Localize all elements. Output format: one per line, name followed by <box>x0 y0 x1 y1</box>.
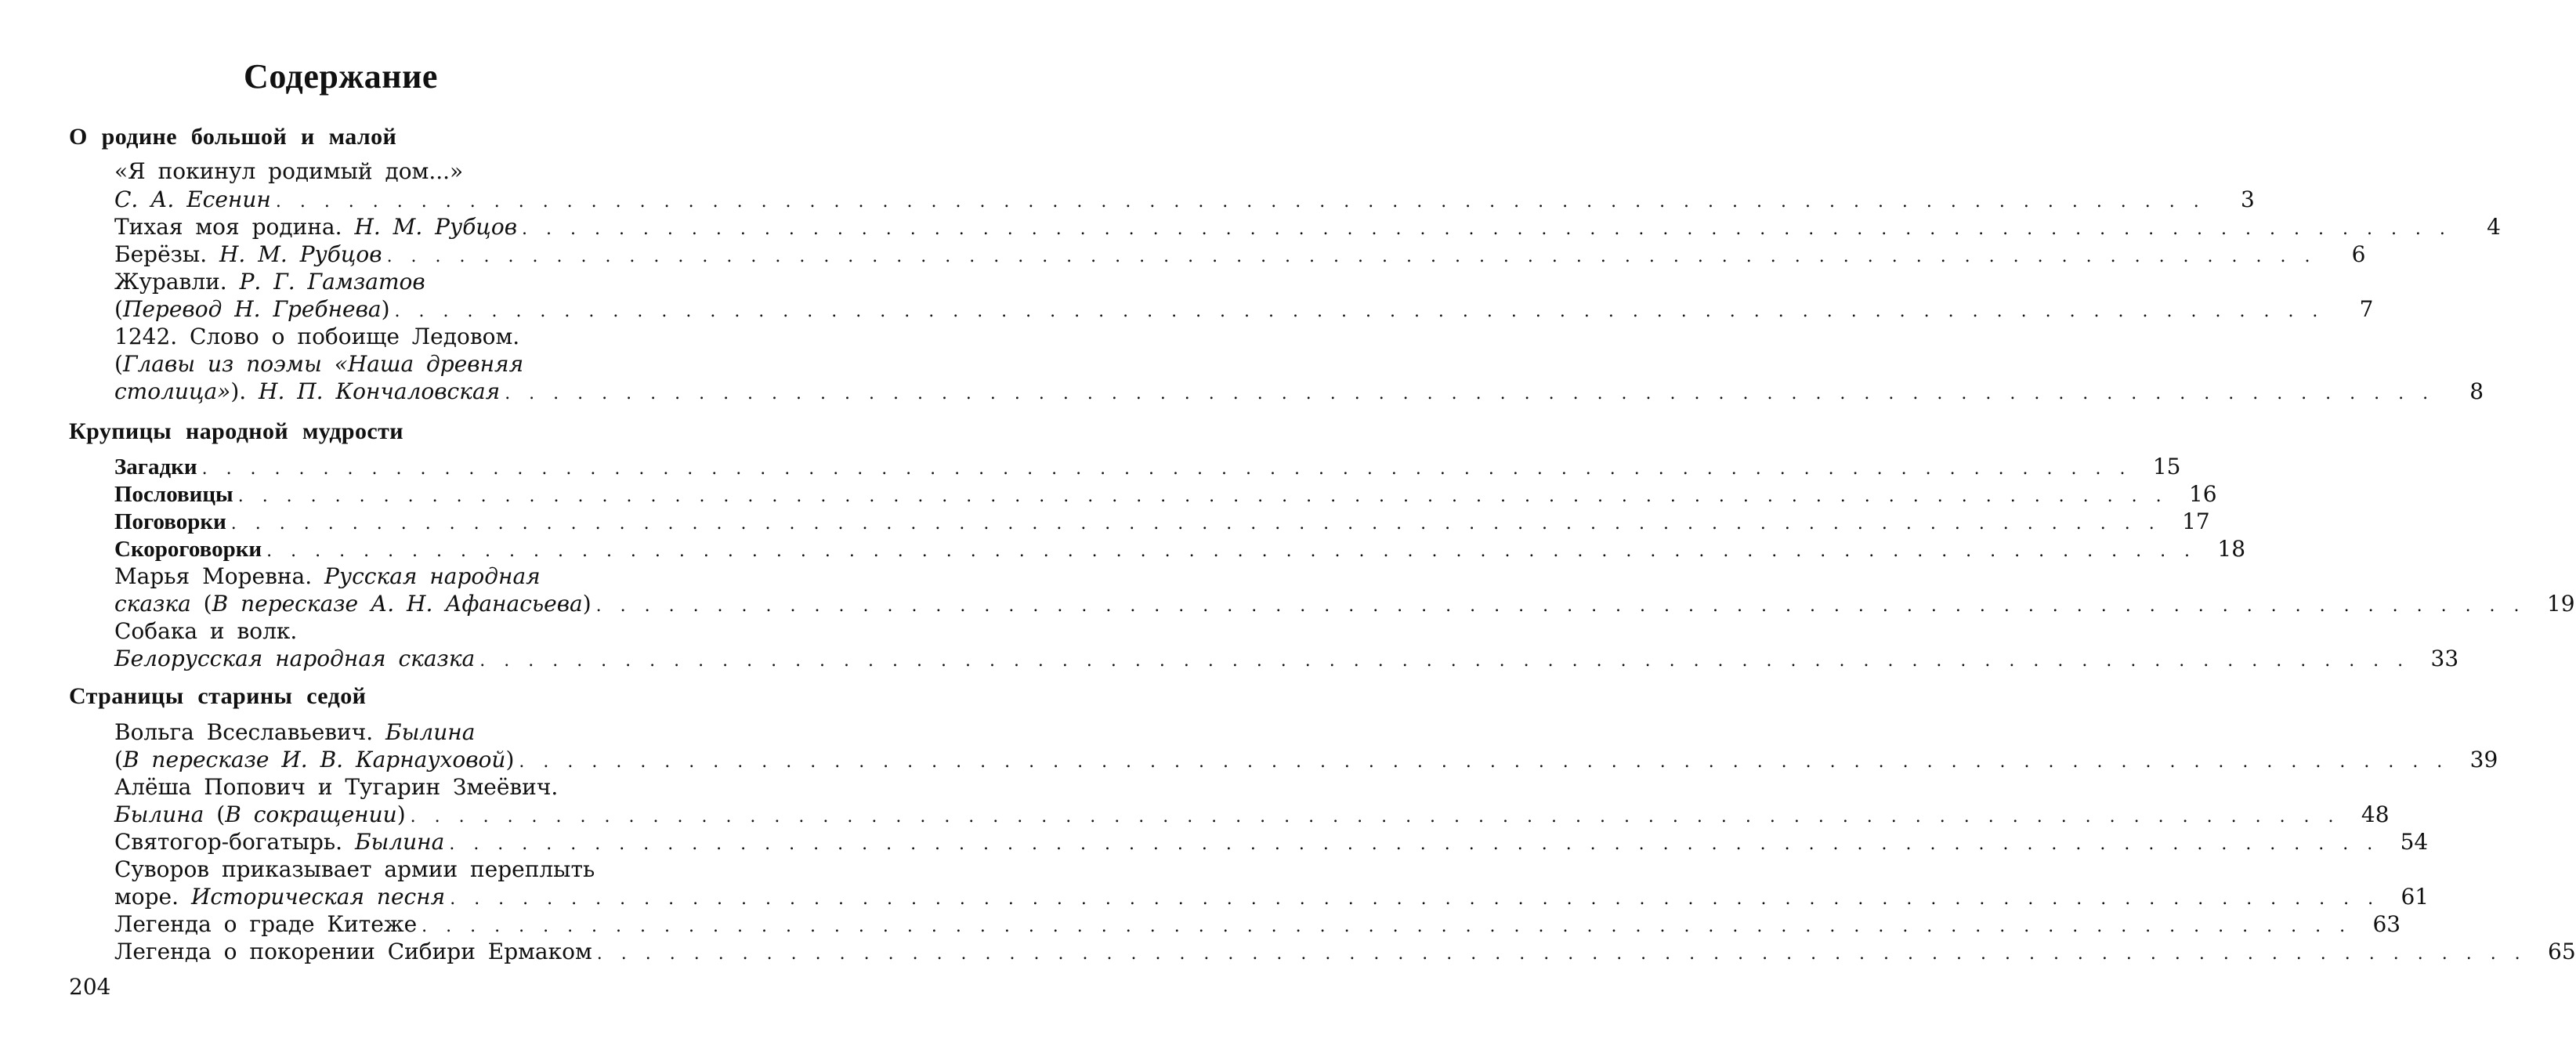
entry-text <box>114 323 519 351</box>
entry-text <box>114 590 592 618</box>
entry-title: Суворов приказывает армии переплыть <box>114 856 595 882</box>
entry-author-italic: Н. П. Кончаловская <box>259 378 501 404</box>
toc-entry-line[interactable] <box>114 883 2429 911</box>
entry-text <box>114 563 541 591</box>
entry-title: ) <box>381 296 390 322</box>
entry-text <box>114 535 262 563</box>
dot-leader: . . . . . . . . . . . . . . . . . . . . . . . . . . . . . . . . . . . . . . . . . . . . . . . . . . . . . . . . . . . . . . . . . . . . . . . . . . . . . . . . <box>230 514 2158 534</box>
dot-leader: . . . . . . . . . . . . . . . . . . . . . . . . . . . . . . . . . . . . . . . . . . . . . . . . . . . . . . . . . . . . . . . . . . . . . . . . . . . . . . . . <box>410 807 2338 827</box>
entry-title: ) <box>582 591 592 617</box>
entry-author-italic: Былина <box>385 719 476 745</box>
entry-title: Святогор-богатырь. <box>114 829 355 855</box>
entry-title: «Я покинул родимый дом...» <box>114 158 464 184</box>
entry-page-number: 16 <box>2188 481 2217 507</box>
toc-entry-line[interactable] <box>114 801 2390 829</box>
entry-title: ( <box>204 801 226 827</box>
dot-leader: . . . . . . . . . . . . . . . . . . . . . . . . . . . . . . . . . . . . . . . . . . . . . . . . . . . . . . . . . . . . . . . . . . . . . . . . . . . . . . . . <box>519 752 2447 772</box>
entry-page-number: 33 <box>2430 646 2459 671</box>
dot-leader: . . . . . . . . . . . . . . . . . . . . . . . . . . . . . . . . . . . . . . . . . . . . . . . . . . . . . . . . . . . . . . . . . . . . . . . . . . . . . . . . <box>479 651 2408 671</box>
toc-entry-line <box>114 773 729 801</box>
dot-leader: . . . . . . . . . . . . . . . . . . . . . . . . . . . . . . . . . . . . . . . . . . . . . . . . . . . . . . . . . . . . . . . . . . . . . . . . . . . . . . . . <box>275 192 2203 212</box>
dot-leader: . . . . . . . . . . . . . . . . . . . . . . . . . . . . . . . . . . . . . . . . . . . . . . . . . . . . . . . . . . . . . . . . . . . . . . . . . . . . . . . . <box>201 459 2129 479</box>
entry-title: море. <box>114 884 191 910</box>
toc-entry-line <box>114 323 729 351</box>
toc-entry-line[interactable] <box>114 508 2210 536</box>
dot-leader: . . . . . . . . . . . . . . . . . . . . . . . . . . . . . . . . . . . . . . . . . . . . . . . . . . . . . . . . . . . . . . . . . . . . . . . . . . . . . . . . <box>450 889 2378 909</box>
entry-author-italic: Главы из поэмы «Наша древняя <box>122 351 524 377</box>
dot-leader: . . . . . . . . . . . . . . . . . . . . . . . . . . . . . . . . . . . . . . . . . . . . . . . . . . . . . . . . . . . . . . . . . . . . . . . . . . . . . . . . <box>522 219 2449 239</box>
entry-text <box>114 157 463 186</box>
entry-title-bold: Пословицы <box>114 482 233 507</box>
entry-title: ( <box>114 747 123 772</box>
entry-author-italic: столица» <box>114 378 231 404</box>
entry-author-italic: Н. М. Рубцов <box>354 214 517 240</box>
entry-author-italic: Н. М. Рубцов <box>219 241 382 267</box>
toc-entry-line <box>114 350 729 378</box>
toc-entry-line[interactable] <box>114 241 2366 269</box>
dot-leader: . . . . . . . . . . . . . . . . . . . . . . . . . . . . . . . . . . . . . . . . . . . . . . . . . . . . . . . . . . . . . . . . . . . . . . . . . . . . . . . . <box>421 917 2350 936</box>
dot-leader: . . . . . . . . . . . . . . . . . . . . . . . . . . . . . . . . . . . . . . . . . . . . . . . . . . . . . . . . . . . . . . . . . . . . . . . . . . . . . . . . <box>449 834 2377 854</box>
toc-entry-line[interactable] <box>114 295 2374 324</box>
entry-title: Собака и волк. <box>114 618 298 644</box>
toc-entry-line[interactable] <box>114 910 2401 939</box>
entry-title: ) <box>396 801 406 827</box>
dot-leader: . . . . . . . . . . . . . . . . . . . . . . . . . . . . . . . . . . . . . . . . . . . . . . . . . . . . . . . . . . . . . . . . . . . . . . . . . . . . . . . . <box>595 596 2524 616</box>
entry-page-number: 39 <box>2469 747 2498 772</box>
entry-title: Алёша Попович и Тугарин Змеёвич. <box>114 774 559 800</box>
entry-author-italic: В пересказе А. Н. Афанасьева <box>212 591 583 617</box>
entry-text <box>114 773 558 801</box>
entry-title: 1242. Слово о побоище Ледовом. <box>114 324 520 349</box>
entry-text <box>114 718 475 747</box>
dot-leader: . . . . . . . . . . . . . . . . . . . . . . . . . . . . . . . . . . . . . . . . . . . . . . . . . . . . . . . . . . . . . . . . . . . . . . . . . . . . . . . . <box>386 247 2314 266</box>
page-number: 204 <box>69 974 111 1000</box>
dot-leader: . . . . . . . . . . . . . . . . . . . . . . . . . . . . . . . . . . . . . . . . . . . . . . . . . . . . . . . . . . . . . . . . . . . . . . . . . . . . . . . . <box>266 541 2194 561</box>
entry-text <box>114 801 406 829</box>
entry-title: Вольга Всеславьевич. <box>114 719 386 745</box>
entry-page-number: 7 <box>2359 296 2374 322</box>
entry-page-number: 3 <box>2240 186 2255 212</box>
entry-author-italic: С. А. Есенин <box>114 186 271 212</box>
section-heading: Страницы старины седой <box>69 683 367 709</box>
toc-entry-line[interactable] <box>114 746 2498 774</box>
entry-author-italic: Былина <box>354 829 445 855</box>
entry-text <box>114 268 425 296</box>
entry-title: ( <box>190 591 212 617</box>
entry-title-bold: Скороговорки <box>114 537 262 562</box>
section-heading: Крупицы народной мудрости <box>69 418 403 444</box>
entry-author-italic: Р. Г. Гамзатов <box>239 269 425 295</box>
entry-text <box>114 241 382 269</box>
entry-title: Тихая моя родина. <box>114 214 355 240</box>
entry-author-italic: Русская народная <box>324 563 541 589</box>
toc-entry-line <box>114 157 729 186</box>
toc-entry-line <box>114 268 729 296</box>
entry-page-number: 48 <box>2361 801 2390 827</box>
entry-text <box>114 295 390 324</box>
toc-entry-line[interactable] <box>114 645 2459 673</box>
entry-page-number: 15 <box>2152 454 2181 479</box>
entry-title: Берёзы. <box>114 241 219 267</box>
dot-leader: . . . . . . . . . . . . . . . . . . . . . . . . . . . . . . . . . . . . . . . . . . . . . . . . . . . . . . . . . . . . . . . . . . . . . . . . . . . . . . . . <box>237 487 2165 506</box>
entry-page-number: 54 <box>2400 829 2429 855</box>
entry-page-number: 65 <box>2548 939 2576 964</box>
dot-leader: . . . . . . . . . . . . . . . . . . . . . . . . . . . . . . . . . . . . . . . . . . . . . . . . . . . . . . . . . . . . . . . . . . . . . . . . . . . . . . . . <box>505 384 2433 403</box>
toc-entry-line[interactable] <box>114 480 2217 508</box>
toc-entry-line <box>114 617 729 646</box>
entry-text <box>114 453 197 481</box>
entry-text <box>114 480 233 508</box>
toc-entry-line[interactable] <box>114 938 2576 966</box>
toc-entry-line <box>114 718 729 747</box>
entry-title: Легенда о покорении Сибири Ермаком <box>114 939 592 964</box>
entry-page-number: 19 <box>2546 591 2575 617</box>
toc-entry-line[interactable] <box>114 828 2429 856</box>
page-title: Содержание <box>244 57 438 96</box>
toc-entry-line[interactable] <box>114 590 2575 618</box>
entry-text <box>114 828 444 856</box>
dot-leader: . . . . . . . . . . . . . . . . . . . . . . . . . . . . . . . . . . . . . . . . . . . . . . . . . . . . . . . . . . . . . . . . . . . . . . . . . . . . . . . . <box>394 302 2322 321</box>
entry-title: Легенда о граде Китеже <box>114 911 418 937</box>
entry-page-number: 63 <box>2372 911 2401 937</box>
entry-page-number: 4 <box>2487 214 2501 240</box>
entry-text <box>114 378 500 406</box>
toc-entry-line <box>114 856 729 884</box>
entry-text <box>114 186 271 214</box>
entry-page-number: 6 <box>2351 241 2366 267</box>
entry-text <box>114 883 445 911</box>
entry-title-bold: Поговорки <box>114 509 226 534</box>
entry-author-italic: Перевод Н. Гребнева <box>122 296 382 322</box>
entry-text <box>114 856 595 884</box>
entry-text <box>114 645 475 673</box>
entry-title: ). <box>230 378 259 404</box>
entry-text <box>114 213 517 241</box>
toc-entry-line[interactable] <box>114 213 2501 241</box>
entry-title: ( <box>114 296 123 322</box>
entry-author-italic: Историческая песня <box>190 884 446 910</box>
toc-entry-line[interactable] <box>114 535 2246 563</box>
entry-page-number: 18 <box>2217 536 2246 562</box>
toc-entry-line[interactable] <box>114 186 2255 214</box>
entry-text <box>114 350 523 378</box>
entry-author-italic: В сокращении <box>225 801 397 827</box>
section-heading: О родине большой и малой <box>69 124 397 150</box>
entry-author-italic: Белорусская народная сказка <box>114 646 476 671</box>
toc-entry-line[interactable] <box>114 378 2484 406</box>
entry-page-number: 61 <box>2401 884 2429 910</box>
entry-text <box>114 617 297 646</box>
entry-title-bold: Загадки <box>114 454 197 479</box>
entry-author-italic: сказка <box>114 591 191 617</box>
entry-text <box>114 938 592 966</box>
toc-entry-line <box>114 563 729 591</box>
dot-leader: . . . . . . . . . . . . . . . . . . . . . . . . . . . . . . . . . . . . . . . . . . . . . . . . . . . . . . . . . . . . . . . . . . . . . . . . . . . . . . . . <box>596 944 2524 964</box>
entry-text <box>114 508 226 536</box>
toc-entry-line[interactable] <box>114 453 2181 481</box>
entry-author-italic: Былина <box>114 801 204 827</box>
entry-title: ) <box>505 747 515 772</box>
entry-author-italic: В пересказе И. В. Карнауховой <box>122 747 506 772</box>
entry-title: Марья Моревна. <box>114 563 325 589</box>
entry-text <box>114 746 514 774</box>
entry-title: ( <box>114 351 123 377</box>
entry-title: Журавли. <box>114 269 240 295</box>
entry-page-number: 8 <box>2469 378 2484 404</box>
entry-page-number: 17 <box>2182 508 2210 534</box>
entry-text <box>114 910 417 939</box>
